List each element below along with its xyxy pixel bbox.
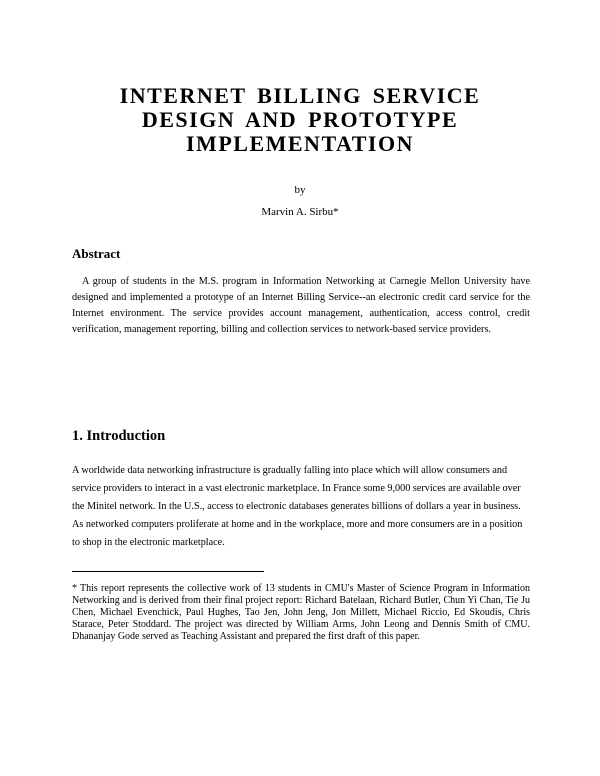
abstract-heading: Abstract — [72, 246, 121, 261]
title-line-2: DESIGN AND PROTOTYPE — [141, 107, 459, 132]
byline-by: by — [294, 184, 306, 196]
abstract-body — [72, 274, 530, 338]
author-name: Marvin A. Sirbu* — [261, 206, 339, 218]
footnote — [72, 583, 530, 643]
title-line-3: IMPLEMENTATION — [186, 131, 414, 156]
footnote-divider — [72, 571, 264, 572]
paper-title — [0, 84, 600, 156]
introduction-body — [72, 462, 530, 552]
introduction-paragraph: A worldwide data networking infrastructure is gradually falling into place which will allow consumers and service providers to interact in a vast electronic marketplace. In France some 9,000 services are available over the Minitel network. In the U.S., access to electronic databases generates billions of dollars a year in business. As networked computers proliferate at home and in the workplace, more and more consumers are in a position to shop in the electronic marketplace. — [72, 465, 523, 548]
abstract-paragraph: A group of students in the M.S. program in Information Networking at Carnegie Mellon University have designed and implemented a prototype of an Internet Billing Service--an electronic credit card service for the Internet environment. The service provides account management, authentication, access control, credit verification, management reporting, billing and collection services to network-based service providers. — [72, 276, 530, 335]
title-line-1: INTERNET BILLING SERVICE — [119, 83, 481, 108]
introduction-heading: 1. Introduction — [72, 428, 166, 444]
footnote-text: * This report represents the collective work of 13 students in CMU's Master of Science Program in Information Networking and is derived from their final project report: Richard Batelaan, Richard Butler, Chun Yi Chan, Tie Ju Chen, Michael Evenchick, Paul Hughes, Tao Jen, John Jeng, Jon Millett, Michael Riccio, Ed Skoudis, Chris Starace, Peter Stoddard. The project was directed by William Arms, John Leong and Dennis Smith of CMU. Dhananjay Gode served as Teaching Assistant and prepared the first draft of this paper. — [72, 583, 530, 642]
